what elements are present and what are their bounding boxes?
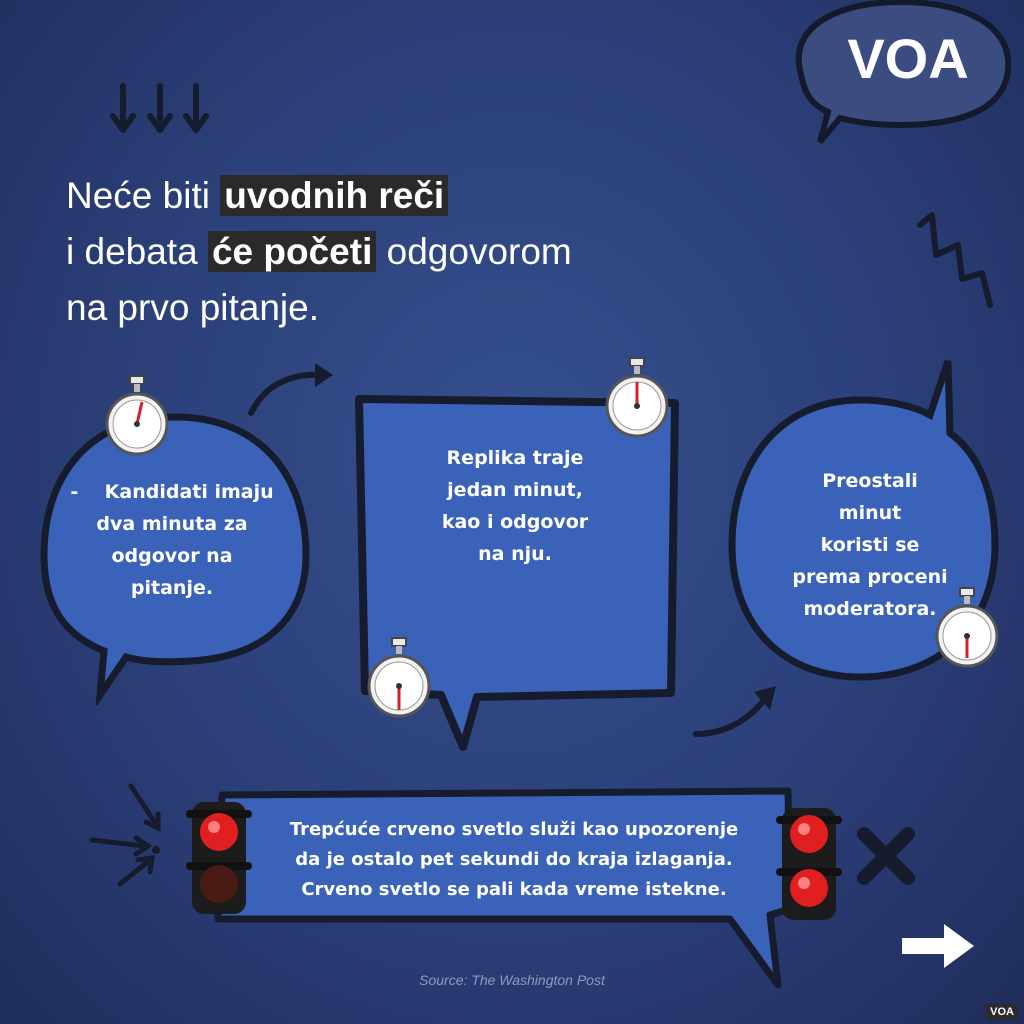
bubble-left-line: - Kandidati imaju bbox=[70, 481, 274, 503]
bubble-middle-text bbox=[400, 442, 630, 570]
stopwatch-icon bbox=[934, 586, 1000, 670]
bubble-left-line: pitanje. bbox=[130, 577, 214, 599]
bubble-left-line: dva minuta za bbox=[96, 513, 248, 535]
headline-line-2 bbox=[66, 224, 726, 280]
next-arrow-icon[interactable] bbox=[898, 918, 978, 974]
source-credit: Source: The Washington Post bbox=[419, 972, 605, 988]
bubble-right-line: koristi se bbox=[820, 534, 920, 556]
voa-logo bbox=[780, 0, 1020, 150]
bubble-middle-line: na nju. bbox=[478, 543, 552, 565]
bubble-left-text bbox=[52, 476, 292, 604]
headline-highlight: će početi bbox=[208, 231, 376, 272]
banner-text bbox=[240, 815, 788, 905]
voa-logo-text: VOA bbox=[847, 27, 969, 90]
stopwatch-icon bbox=[366, 636, 432, 720]
stopwatch-icon bbox=[104, 374, 170, 458]
headline-text: odgovorom bbox=[376, 231, 572, 272]
traffic-light-icon bbox=[186, 800, 252, 916]
bubble-middle-line: jedan minut, bbox=[447, 479, 583, 501]
bubble-middle-line: Replika traje bbox=[446, 447, 584, 469]
arrow-down-icon bbox=[108, 82, 218, 138]
headline-line-3: na prvo pitanje. bbox=[66, 287, 320, 328]
bubble-left-line: odgovor na bbox=[111, 545, 233, 567]
banner-line: Trepćuće crveno svetlo služi kao upozorenje bbox=[289, 819, 739, 840]
bubble-right-line: prema proceni bbox=[792, 566, 948, 588]
headline-highlight: uvodnih reči bbox=[220, 175, 448, 216]
headline-text: Neće biti bbox=[66, 175, 221, 216]
headline-text: i debata bbox=[66, 231, 208, 272]
banner-line: da je ostalo pet sekundi do kraja izlaganja. bbox=[295, 849, 733, 870]
banner-line: Crveno svetlo se pali kada vreme istekne. bbox=[301, 879, 727, 900]
x-mark-icon bbox=[856, 826, 916, 886]
headline-line-1 bbox=[66, 168, 726, 224]
pointer-arrows-icon bbox=[86, 780, 176, 890]
bubble-right-line: minut bbox=[838, 502, 902, 524]
zigzag-icon bbox=[910, 205, 1000, 315]
voa-footer-tag: VOA bbox=[986, 1004, 1018, 1020]
curved-arrow-icon bbox=[690, 680, 785, 740]
bubble-middle-line: kao i odgovor bbox=[441, 511, 589, 533]
traffic-light-icon bbox=[776, 806, 842, 922]
bubble-right-line: moderatora. bbox=[803, 598, 937, 620]
bubble-right-line: Preostali bbox=[822, 470, 918, 492]
headline bbox=[66, 168, 726, 336]
stopwatch-icon bbox=[604, 356, 670, 440]
